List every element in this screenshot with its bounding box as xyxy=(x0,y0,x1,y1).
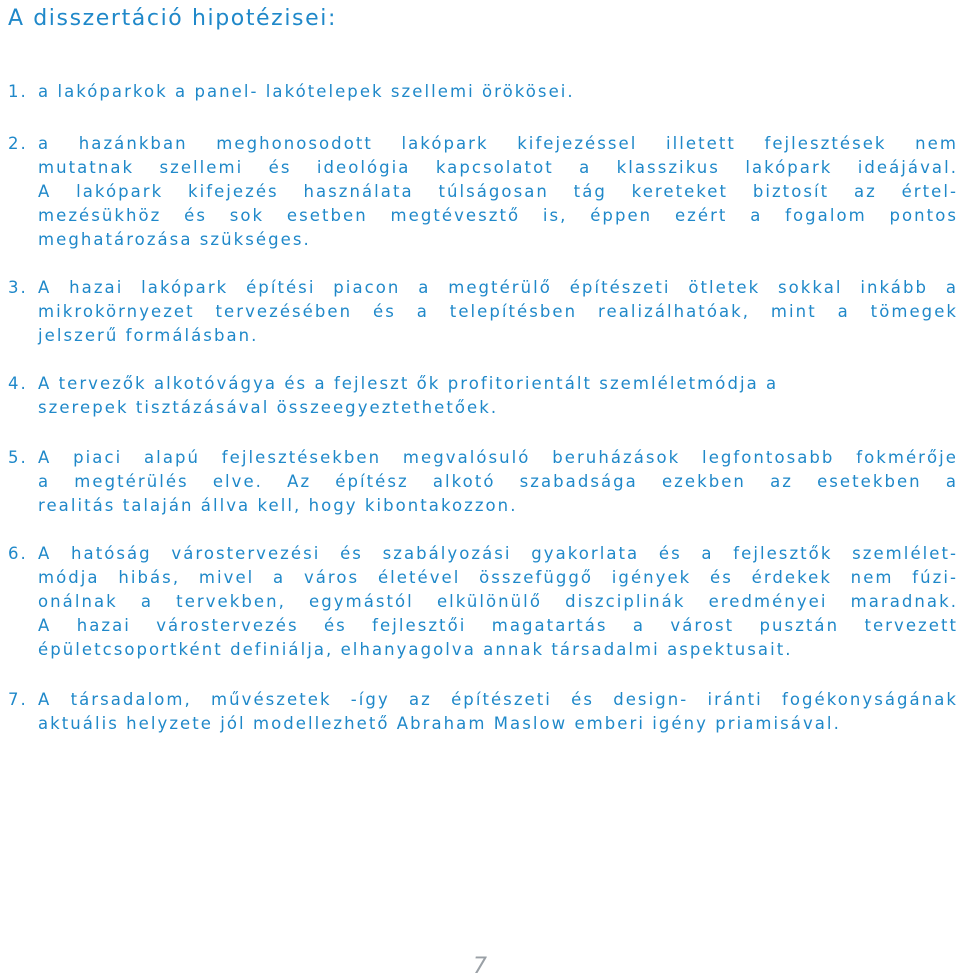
item-text-line: onálnak a tervekben, egymástól elkülönülő diszciplinák eredményei maradnak. xyxy=(38,592,958,611)
item-text-line: mezésükhöz és sok esetben megtévesztő is, éppen ezért a fogalom pontos xyxy=(38,206,958,225)
item-text-line: jelszerű formálásban. xyxy=(38,326,259,345)
hypothesis-item-5 xyxy=(8,446,958,518)
item-text-line: épületcsoportként definiálja, elhanyagolva annak társadalmi aspektusait. xyxy=(38,640,793,659)
item-number: 5. xyxy=(8,448,28,467)
hypothesis-item-1 xyxy=(8,80,958,104)
item-text-line: A hazai lakópark építési piacon a megtérülő építészeti ötletek sokkal inkább a xyxy=(38,278,958,297)
item-text-line: A lakópark kifejezés használata túlságosan tág kereteket biztosít az értel- xyxy=(38,182,958,201)
hypothesis-item-7 xyxy=(8,688,958,736)
page-number: 7 xyxy=(473,954,487,979)
item-text-line: A piaci alapú fejlesztésekben megvalósuló beruházások legfontosabb fokmérője xyxy=(38,448,958,467)
item-text-line: mutatnak szellemi és ideológia kapcsolatot a klasszikus lakópark ideájával. xyxy=(38,158,958,177)
item-text-line: a megtérülés elve. Az építész alkotó szabadsága ezekben az esetekben a xyxy=(38,472,958,491)
item-text-line: A társadalom, művészetek -így az építészeti és design- iránti fogékonyságának xyxy=(38,690,958,709)
item-text-line: A hazai várostervezés és fejlesztői magatartás a várost pusztán tervezett xyxy=(38,616,958,635)
item-text-line: aktuális helyzete jól modellezhető Abraham Maslow emberi igény priamisával. xyxy=(38,714,841,733)
item-number: 2. xyxy=(8,134,28,153)
item-text-line: A tervezők alkotóvágya és a fejleszt ők profitorientált szemléletmódja a xyxy=(38,374,779,393)
hypothesis-item-4 xyxy=(8,372,958,420)
item-text-line: meghatározása szükséges. xyxy=(38,230,311,249)
item-text-line: mikrokörnyezet tervezésében és a telepítésben realizálhatóak, mint a tömegek xyxy=(38,302,958,321)
item-text-line: szerepek tisztázásával összeegyeztethetőek. xyxy=(38,398,499,417)
item-text-line: módja hibás, mivel a város életével összefüggő igények és érdekek nem fúzi- xyxy=(38,568,958,587)
item-text-line: realitás talaján állva kell, hogy kibontakozzon. xyxy=(38,496,518,515)
item-number: 7. xyxy=(8,690,28,709)
item-text-line: a lakóparkok a panel- lakótelepek szellemi örökösei. xyxy=(38,82,575,101)
page-title: A disszertáció hipotézisei: xyxy=(8,6,337,31)
item-number: 4. xyxy=(8,374,28,393)
hypothesis-item-6 xyxy=(8,542,958,662)
hypothesis-item-3 xyxy=(8,276,958,348)
item-number: 3. xyxy=(8,278,28,297)
item-number: 6. xyxy=(8,544,28,563)
item-text-line: a hazánkban meghonosodott lakópark kifejezéssel illetett fejlesztések nem xyxy=(38,134,958,153)
item-text-line: A hatóság várostervezési és szabályozási gyakorlata és a fejlesztők szemlélet- xyxy=(38,544,958,563)
item-number: 1. xyxy=(8,82,28,101)
hypothesis-item-2 xyxy=(8,132,958,252)
